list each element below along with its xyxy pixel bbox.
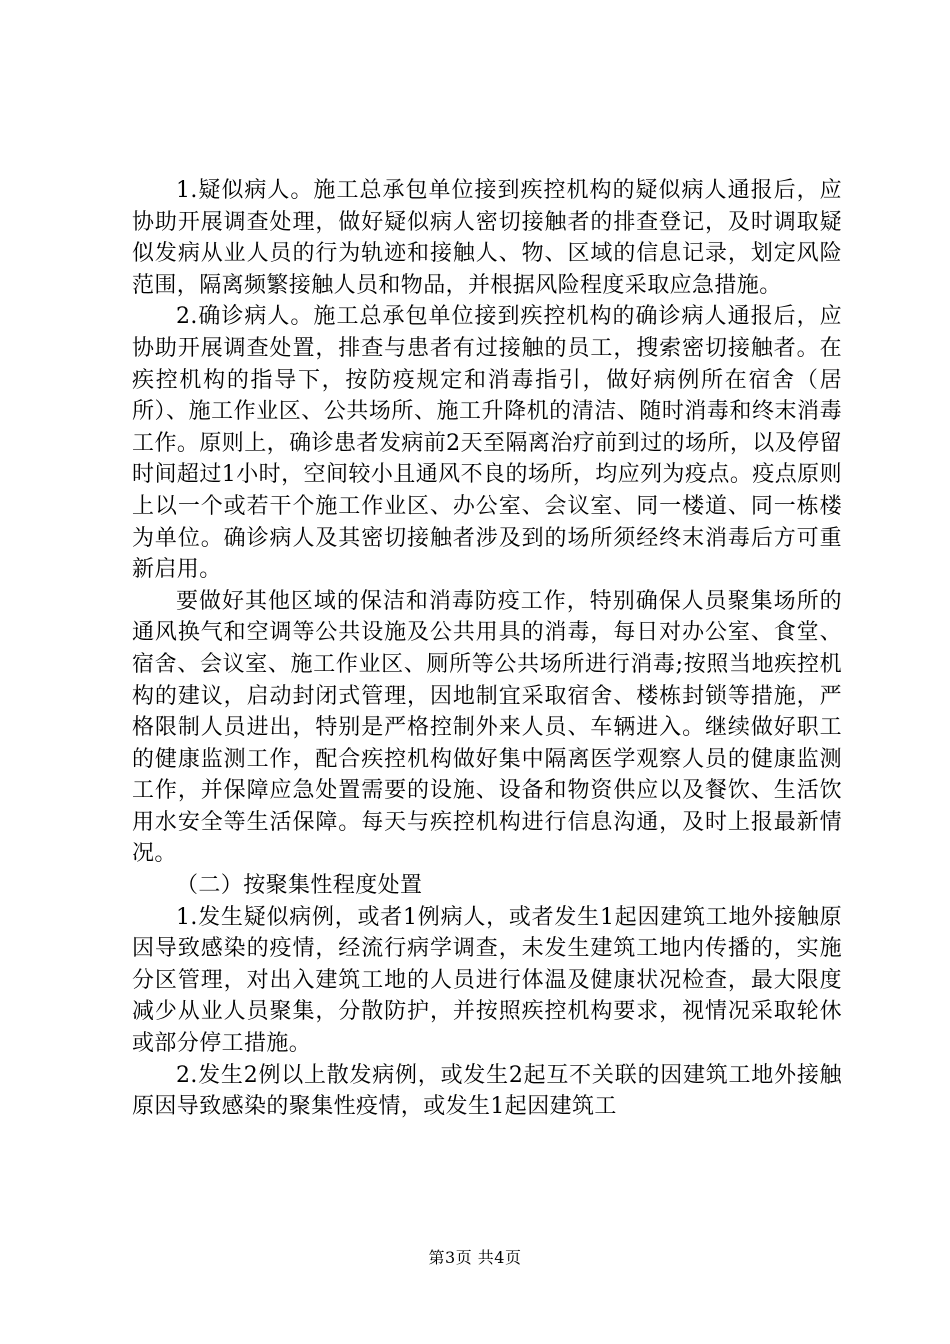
page-number-footer: 第3页 共4页 [428,1248,522,1267]
paragraph-confirmed-patient: 2.确诊病人。施工总承包单位接到疾控机构的确诊病人通报后，应协助开展调查处置，排查与患者有过接触的员工，搜索密切接触者。在疾控机构的指导下，按防疫规定和消毒指引，做好病例所在宿舍（居所）、施工作业区、公共场所、施工升降机的清洁、随时消毒和终末消毒工作。原则上，确诊患者发病前2天至隔离治疗前到过的场所，以及停留时间超过1小时，空间较小且通风不良的场所，均应列为疫点。疫点原则上以一个或若干个施工作业区、办公室、会议室、同一楼道、同一栋楼为单位。确诊病人及其密切接触者涉及到的场所须经终末消毒后方可重新启用。 [132,304,842,583]
paragraph-suspected-patient: 1.疑似病人。施工总承包单位接到疾控机构的疑似病人通报后，应协助开展调查处理，做好疑似病人密切接触者的排查登记，及时调取疑似发病从业人员的行为轨迹和接触人、物、区域的信息记录，划定风险范围，隔离频繁接触人员和物品，并根据风险程度采取应急措施。 [132,178,842,298]
document-body [132,175,842,1123]
paragraph-clustering-level-2: 2.发生2例以上散发病例，或发生2起互不关联的因建筑工地外接触原因导致感染的聚集性疫情，或发生1起因建筑工 [132,1062,842,1120]
section-heading-clustering: （二）按聚集性程度处置 [176,873,423,899]
paragraph-cleaning-disinfection: 要做好其他区域的保洁和消毒防疫工作，特别确保人员聚集场所的通风换气和空调等公共设施及公共用具的消毒，每日对办公室、食堂、宿舍、会议室、施工作业区、厕所等公共场所进行消毒;按照当地疾控机构的建议，启动封闭式管理，因地制宜采取宿舍、楼栋封锁等措施，严格限制人员进出，特别是严格控制外来人员、车辆进入。继续做好职工的健康监测工作，配合疾控机构做好集中隔离医学观察人员的健康监测工作，并保障应急处置需要的设施、设备和物资供应以及餐饮、生活饮用水安全等生活保障。每天与疾控机构进行信息沟通，及时上报最新情况。 [132,588,842,867]
paragraph-clustering-level-1: 1.发生疑似病例，或者1例病人，或者发生1起因建筑工地外接触原因导致感染的疫情，经流行病学调查，未发生建筑工地内传播的，实施分区管理，对出入建筑工地的人员进行体温及健康状况检查，最大限度减少从业人员聚集，分散防护，并按照疾控机构要求，视情况采取轮休或部分停工措施。 [132,904,842,1057]
